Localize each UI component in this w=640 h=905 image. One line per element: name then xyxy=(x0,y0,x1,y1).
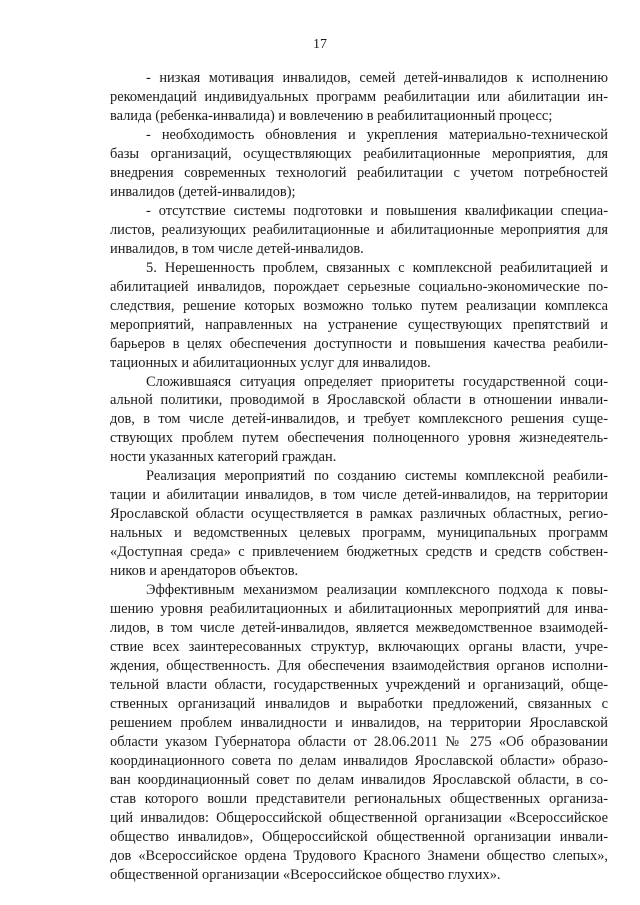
text-line: ствующих проблем путем обеспечения полноценного уровня жизнедеятель- xyxy=(110,430,608,447)
text-line: ности указанных категорий граждан. xyxy=(110,449,337,466)
text-line: став которого вошли представители региональных общественных организа- xyxy=(110,790,608,807)
text-line: Эффективным механизмом реализации комплексного подхода к повы- xyxy=(146,582,608,599)
text-line: координационного совета по делам инвалидов Ярославской области» образо- xyxy=(110,752,608,769)
document-body xyxy=(110,69,608,885)
text-line: ван координационный совет по делам инвалидов Ярославской области, в со- xyxy=(110,771,608,788)
text-line: ственных организаций инвалидов и выработки предложений, связанных с xyxy=(110,695,608,712)
text-line: мероприятий, направленных на устранение существующих препятствий и xyxy=(110,316,608,333)
text-line: ников и арендаторов объектов. xyxy=(110,563,299,580)
text-line: дов «Всероссийское ордена Трудового Красного Знамени общество слепых», xyxy=(110,847,608,864)
text-line: следствия, решение которых возможно только путем реализации комплекса xyxy=(110,297,608,314)
text-line: рекомендаций индивидуальных программ реабилитации или абилитации ин- xyxy=(110,88,608,105)
text-line: листов, реализующих реабилитационные и абилитационные мероприятия для xyxy=(110,221,608,238)
text-line: решением проблем инвалидности и инвалидов, на территории Ярославской xyxy=(110,714,608,731)
text-line: базы организаций, осуществляющих реабилитационные мероприятия, для xyxy=(110,145,608,162)
text-line: - низкая мотивация инвалидов, семей детей-инвалидов к исполнению xyxy=(146,70,608,86)
text-line: барьеров в целях обеспечения доступности и повышения качества реабили- xyxy=(110,335,608,352)
text-line: ствие всех заинтересованных структур, включающих органы власти, учре- xyxy=(110,639,608,656)
text-line: Сложившаяся ситуация определяет приоритеты государственной соци- xyxy=(146,373,608,390)
text-line: альной политики, проводимой в Ярославской области в отношении инвали- xyxy=(110,392,608,409)
text-line: внедрения современных технологий реабилитации с учетом потребностей xyxy=(110,164,608,181)
text-line: нальных и ведомственных целевых программ, муниципальных программ xyxy=(110,525,608,542)
text-line: шению уровня реабилитационных и абилитационных мероприятий для инва- xyxy=(110,601,608,618)
text-line: валида (ребенка-инвалида) и вовлечению в реабилитационный процесс; xyxy=(110,107,553,124)
text-line: - необходимость обновления и укрепления материально-технической xyxy=(146,126,608,143)
text-line: общество инвалидов», Общероссийской общественной организации инвали- xyxy=(110,828,608,845)
text-line: ждения, общественность. Для обеспечения взаимодействия органов исполни- xyxy=(110,658,608,675)
text-line: Реализация мероприятий по созданию системы комплексной реабили- xyxy=(146,468,608,485)
text-line: - отсутствие системы подготовки и повышения квалификации специа- xyxy=(146,202,608,219)
text-line: лидов, в том числе детей-инвалидов, является межведомственное взаимодей- xyxy=(110,620,608,637)
text-line: области указом Губернатора области от 28.06.2011 № 275 «Об образовании xyxy=(110,733,608,750)
text-line: абилитацией инвалидов, порождает серьезные социально-экономические по- xyxy=(110,278,608,295)
text-line: тельной власти области, государственных учреждений и организаций, обще- xyxy=(110,677,608,693)
text-line: «Доступная среда» с привлечением бюджетных средств и средств собствен- xyxy=(110,544,608,561)
text-line: тации и абилитации инвалидов, в том числе детей-инвалидов, на территории xyxy=(110,487,608,504)
page-number: 17 xyxy=(313,37,327,52)
text-line: дов, в том числе детей-инвалидов, и требует комплексного решения суще- xyxy=(110,411,608,428)
text-line: 5. Нерешенность проблем, связанных с комплексной реабилитацией и xyxy=(146,259,608,276)
text-line: ций инвалидов: Общероссийской общественной организации «Всероссийское xyxy=(110,809,608,826)
text-line: тационных и абилитационных услуг для инвалидов. xyxy=(110,354,431,371)
text-line: инвалидов, в том числе детей-инвалидов. xyxy=(110,240,364,257)
text-line: инвалидов (детей-инвалидов); xyxy=(110,183,296,200)
text-line: Ярославской области осуществляется в рамках различных областных, регио- xyxy=(110,506,608,523)
text-line: общественной организации «Всероссийское общество глухих». xyxy=(110,866,501,883)
